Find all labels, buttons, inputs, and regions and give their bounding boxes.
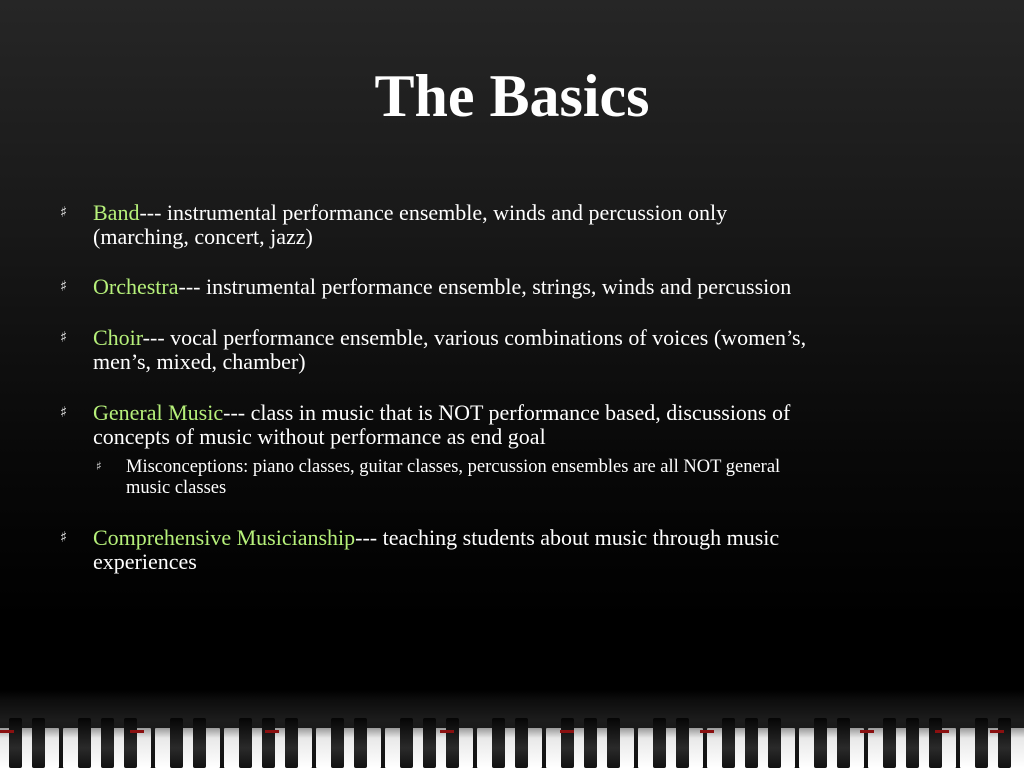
list-item-comprehensive-musicianship <box>60 525 943 574</box>
description-orchestra-line1: --- instrumental performance ensemble, strings, winds and percussion <box>178 274 792 299</box>
term-band: Band <box>93 200 140 225</box>
sharp-sign-icon: ♯ <box>60 403 68 421</box>
piano-black-key <box>239 718 252 768</box>
piano-black-key <box>78 718 91 768</box>
piano-felt-accent <box>130 730 144 733</box>
sub-item-line2: music classes <box>126 478 227 498</box>
sharp-sign-icon: ♯ <box>60 328 68 346</box>
term-comprehensive-musicianship: Comprehensive Musicianship <box>93 525 356 550</box>
piano-felt-accent <box>860 730 874 733</box>
slide-title: The Basics <box>374 63 650 129</box>
list-item-general-music <box>60 400 943 449</box>
piano-black-key <box>101 718 114 768</box>
piano-felt-accent <box>990 730 1004 733</box>
sharp-sign-icon: ♯ <box>60 203 68 221</box>
piano-black-key <box>354 718 367 768</box>
piano-black-key <box>124 718 137 768</box>
piano-black-key <box>837 718 850 768</box>
piano-black-key <box>331 718 344 768</box>
piano-black-key <box>515 718 528 768</box>
description-general-music-line1: --- class in music that is NOT performance based, discussions of <box>223 400 791 425</box>
piano-black-key <box>676 718 689 768</box>
list-item-choir <box>60 325 943 374</box>
piano-black-key <box>170 718 183 768</box>
piano-black-key <box>929 718 942 768</box>
piano-keyboard-icon <box>0 690 1024 768</box>
term-choir: Choir <box>93 325 143 350</box>
piano-black-key <box>768 718 781 768</box>
piano-black-key <box>607 718 620 768</box>
piano-black-key <box>446 718 459 768</box>
piano-black-key <box>653 718 666 768</box>
piano-black-key <box>400 718 413 768</box>
description-band-line2: (marching, concert, jazz) <box>93 224 313 249</box>
piano-felt-accent <box>265 730 279 733</box>
piano-felt-accent <box>935 730 949 733</box>
piano-black-key <box>998 718 1011 768</box>
description-choir-line1: --- vocal performance ensemble, various combinations of voices (women’s, <box>142 325 807 350</box>
piano-black-key <box>584 718 597 768</box>
piano-felt-accent <box>0 730 14 733</box>
sub-item-line1: Misconceptions: piano classes, guitar classes, percussion ensembles are all NOT general <box>126 457 781 477</box>
piano-black-key <box>745 718 758 768</box>
piano-felt-accent <box>440 730 454 733</box>
piano-black-key <box>975 718 988 768</box>
piano-black-key <box>193 718 206 768</box>
piano-black-key <box>883 718 896 768</box>
piano-black-key <box>32 718 45 768</box>
sharp-sign-icon: ♯ <box>96 459 102 473</box>
piano-black-key <box>262 718 275 768</box>
piano-black-key <box>9 718 22 768</box>
piano-black-key <box>423 718 436 768</box>
description-band-line1: --- instrumental performance ensemble, winds and percussion only <box>139 200 728 225</box>
piano-felt-accent <box>560 730 574 733</box>
sub-item-misconceptions <box>96 457 946 499</box>
term-general-music: General Music <box>93 400 224 425</box>
piano-black-key <box>722 718 735 768</box>
piano-felt-accent <box>700 730 714 733</box>
description-comprehensive-musicianship-line1: --- teaching students about music through music <box>355 525 780 550</box>
sharp-sign-icon: ♯ <box>60 528 68 546</box>
piano-black-key <box>906 718 919 768</box>
piano-black-key <box>285 718 298 768</box>
piano-black-key <box>814 718 827 768</box>
list-item-band <box>60 200 943 249</box>
piano-black-key <box>492 718 505 768</box>
description-general-music-line2: concepts of music without performance as end goal <box>93 424 546 449</box>
piano-black-key <box>561 718 574 768</box>
term-orchestra: Orchestra <box>93 274 179 299</box>
list-item-orchestra <box>60 274 943 299</box>
description-choir-line2: men’s, mixed, chamber) <box>93 349 306 374</box>
description-comprehensive-musicianship-line2: experiences <box>93 549 197 574</box>
sharp-sign-icon: ♯ <box>60 277 68 295</box>
